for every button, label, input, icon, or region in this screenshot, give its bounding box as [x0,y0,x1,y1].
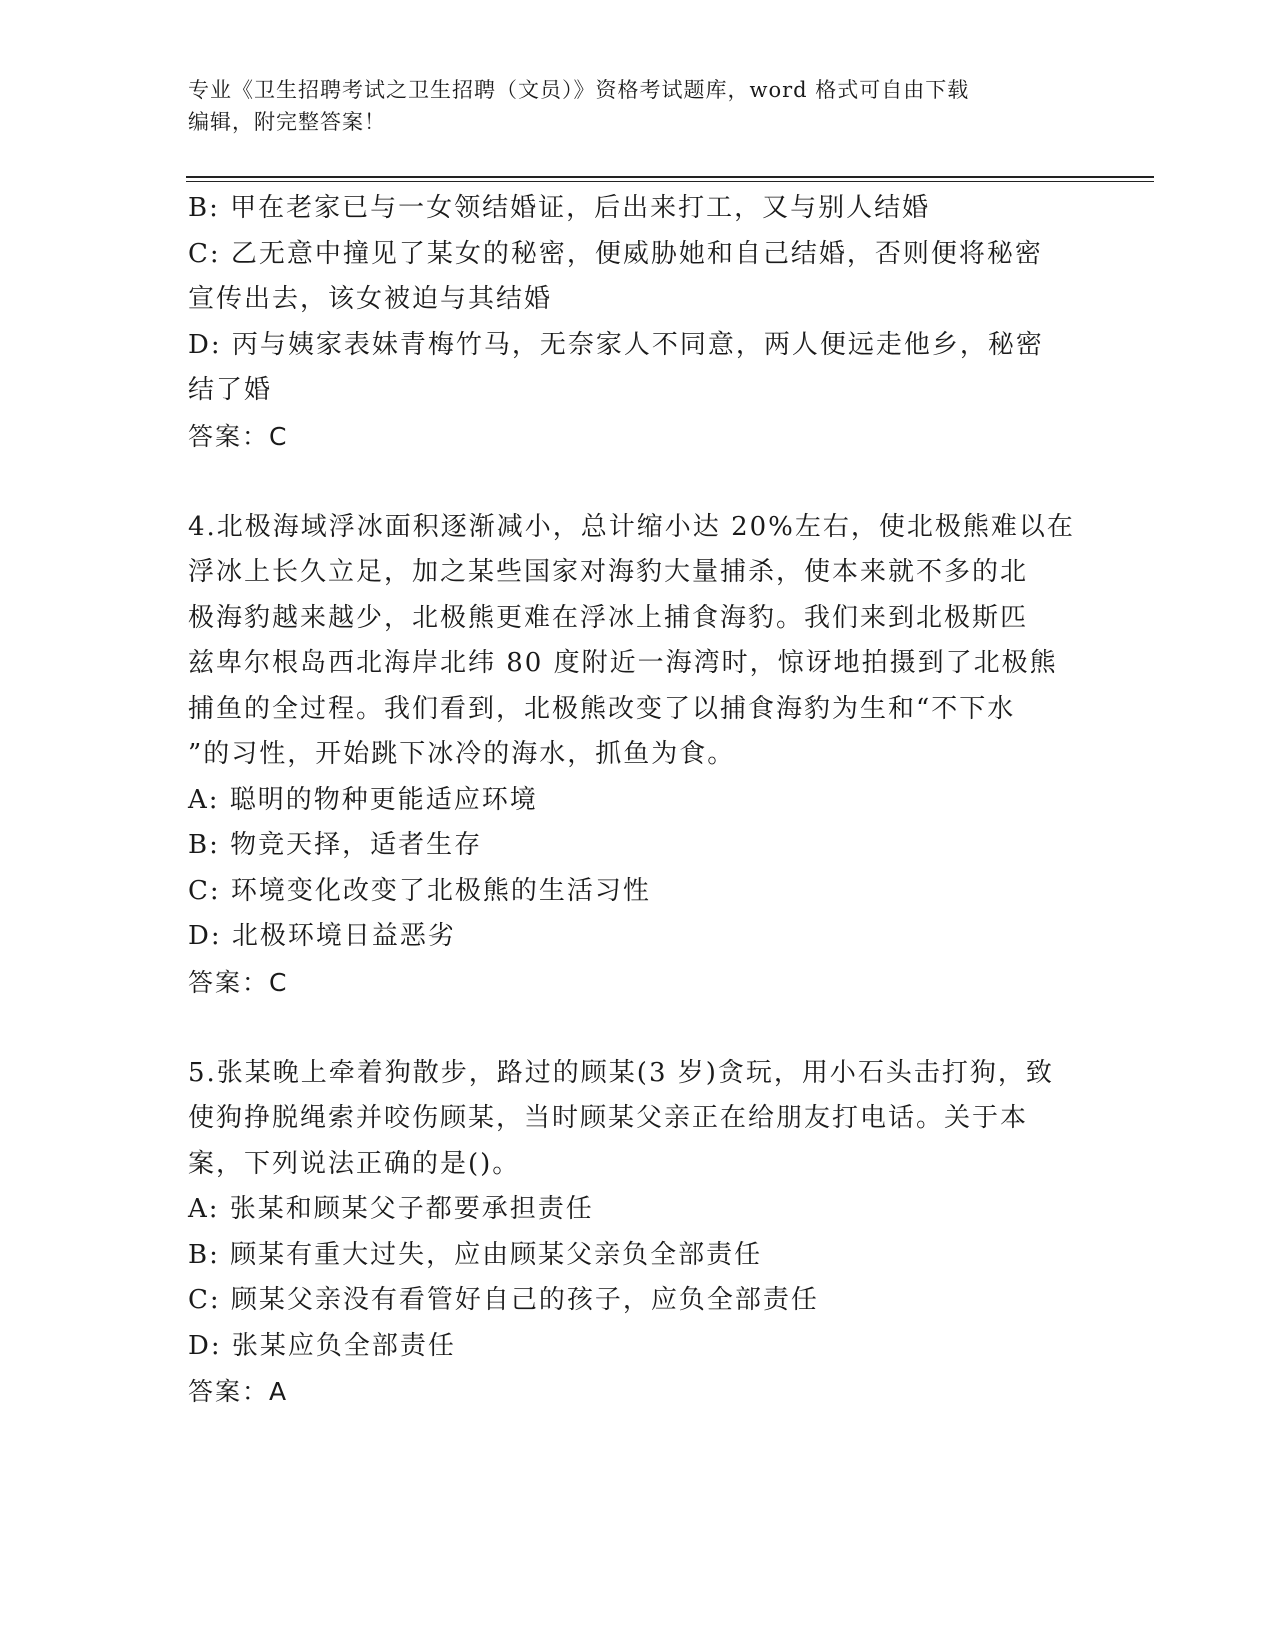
question-stem: ”的习性，开始跳下冰冷的海水，抓鱼为食。 [188,739,736,769]
option-d: D: 丙与姨家表妹青梅竹马，无奈家人不同意，两人便远走他乡，秘密 [188,329,1044,360]
option-d: D: 北极环境日益恶劣 [188,921,456,951]
question-stem: 案，下列说法正确的是()。 [188,1148,521,1179]
question-stem: 捕鱼的全过程。我们看到，北极熊改变了以捕食海豹为生和“不下水 [188,693,1016,724]
option-c: C: 顾某父亲没有看管好自己的孩子，应负全部责任 [188,1285,819,1315]
header-line-1: 专业《卫生招聘考试之卫生招聘（文员）》资格考试题库，word 格式可自由下载 [188,78,970,102]
document-header [188,74,1068,138]
option-b: B: 物竞天择，适者生存 [188,830,483,860]
header-rule-thin [186,181,1154,182]
option-b: B: 甲在老家已与一女领结婚证，后出来打工，又与别人结婚 [188,193,931,223]
question-stem: 极海豹越来越少，北极熊更难在浮冰上捕食海豹。我们来到北极斯匹 [188,602,1029,633]
paragraph-gap [188,1005,1088,1051]
option-c: C: 环境变化改变了北极熊的生活习性 [188,875,651,906]
question-stem: 5.张某晚上牵着狗散步，路过的顾某(3 岁)贪玩，用小石头击打狗，致 [188,1057,1054,1088]
paragraph-gap [188,459,1088,505]
document-body [188,186,1088,1415]
option-d-continued: 结了婚 [188,375,273,405]
question-3 [188,186,1088,459]
option-d: D: 张某应负全部责任 [188,1330,456,1361]
option-c: C: 乙无意中撞见了某女的秘密，便威胁她和自己结婚，否则便将秘密 [188,238,1043,269]
answer: 答案：C [188,421,289,451]
option-a: A: 聪明的物种更能适应环境 [188,784,538,815]
question-stem: 使狗挣脱绳索并咬伤顾某，当时顾某父亲正在给朋友打电话。关于本 [188,1103,1029,1133]
option-c-continued: 宣传出去，该女被迫与其结婚 [188,284,553,314]
question-stem: 浮冰上长久立足，加之某些国家对海豹大量捕杀，使本来就不多的北 [188,557,1029,587]
question-5 [188,1051,1088,1415]
header-rule-thick [186,176,1154,178]
option-b: B: 顾某有重大过失，应由顾某父亲负全部责任 [188,1239,763,1270]
answer: 答案：C [188,967,289,997]
answer: 答案：A [188,1377,289,1406]
header-line-2: 编辑，附完整答案！ [188,110,386,134]
question-stem: 兹卑尔根岛西北海岸北纬 80 度附近一海湾时，惊讶地拍摄到了北极熊 [188,648,1058,678]
question-4 [188,505,1088,1006]
question-stem: 4.北极海域浮冰面积逐渐减小，总计缩小达 20%左右，使北极熊难以在 [188,511,1075,542]
option-a: A: 张某和顾某父子都要承担责任 [188,1194,594,1224]
